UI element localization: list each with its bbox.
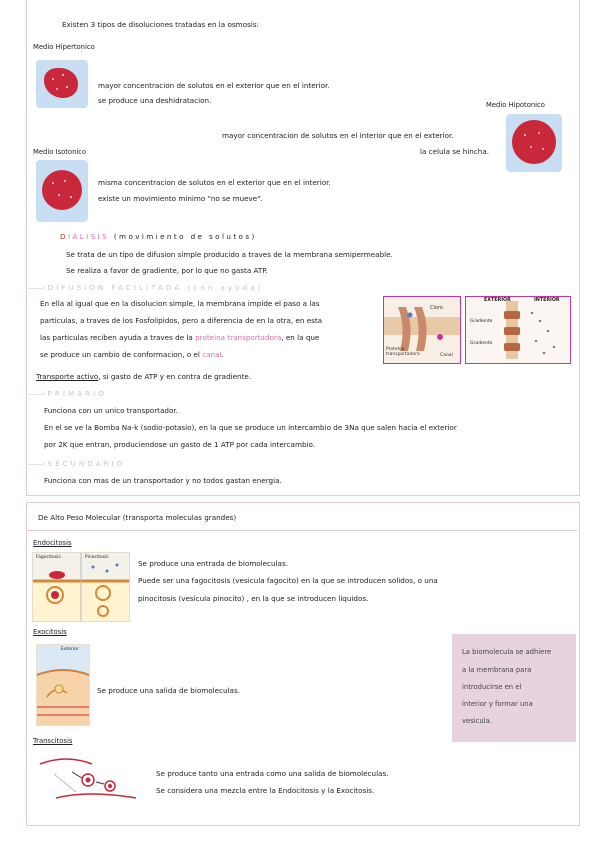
- endocitosis-label-fagocitosis: Fagocitosis: [36, 555, 61, 560]
- fig2-label-gradiente-1: Gradiente: [470, 319, 493, 324]
- primario-line2: En el se ve la Bomba Na-k (sodio-potasio), en la que se produce un intercambio de 3Na que salen hacia el exterior: [44, 423, 457, 432]
- dialisis-line1: Se trata de un tipo de difusion simple producido a traves de la membrana semipermeable.: [66, 250, 393, 259]
- secundario-line1: Funciona con mas de un transportador y no todos gastan energia.: [44, 476, 282, 485]
- transcitosis-line1: Se produce tanto una entrada como una salida de biomoleculas.: [156, 769, 389, 778]
- osmosis-card: [26, 0, 580, 496]
- endocitosis-figure: [32, 552, 130, 622]
- fig2-label-interior: INTERIOR: [534, 298, 560, 303]
- dialisis-line2: Se realiza a favor de gradiente, por lo que no gasta ATP.: [66, 266, 268, 275]
- exocitosis-figure: [36, 644, 90, 726]
- difusion-line4-b: .: [221, 350, 224, 359]
- hipertonico-title: Medio Hipertonico: [33, 43, 95, 51]
- hipertonico-line1: mayor concentracion de solutos en el exterior que en el interior.: [98, 81, 330, 90]
- difusion-line4: [40, 350, 224, 360]
- difusion-line4-a: se produce un cambio de conformacion, o el: [40, 350, 200, 359]
- transporte-activo-rest: , si gasto de ATP y en contra de gradiente.: [98, 372, 252, 381]
- section2-divider: [27, 530, 577, 531]
- endocitosis-line1: Se produce una entrada de biomoleculas.: [138, 559, 288, 568]
- dialisis-title: [60, 232, 257, 242]
- difusion-line3-b: , en la que: [281, 333, 320, 342]
- carrier-protein-figure: [383, 296, 461, 364]
- intro-text: Existen 3 tipos de disoluciones tratadas en la osmosis:: [62, 20, 259, 29]
- fig1-label-proteina: Proteina transportadora: [386, 347, 420, 357]
- note-line-5: vesicula.: [462, 717, 492, 725]
- note-card: [452, 634, 576, 742]
- hipotonico-title: Medio Hipotonico: [486, 101, 545, 109]
- transporte-activo-title: Transporte activo: [36, 372, 99, 381]
- isotonico-line2: existe un movimiento minimo "no se mueve".: [98, 194, 263, 203]
- isotonic-cell-image: [36, 160, 88, 222]
- fig2-label-exterior: EXTERIOR: [484, 298, 511, 303]
- dialisis-title-rest: IALISIS: [67, 232, 110, 241]
- channel-figure: [465, 296, 571, 364]
- endocitosis-label-pinocitosis: Pinocitosis: [85, 555, 109, 560]
- secundario-title: SECUNDARIO: [47, 459, 126, 468]
- channel-diagram: [466, 297, 570, 363]
- transcitosis-figure: [36, 752, 140, 804]
- difusion-facilitada-title: DIFUSION FACILITADA (con ayuda): [47, 283, 264, 292]
- proteina-transportadora-highlight: proteina transportadora: [195, 333, 282, 342]
- endocitosis-line3: pinocitosis (vesicula pinocito) , en la que se introducen liquidos.: [138, 594, 369, 603]
- arrow-icon: ——›: [28, 283, 46, 292]
- transcitosis-title: Transcitosis: [33, 737, 73, 745]
- isotonico-title: Medio Isotonico: [33, 148, 87, 156]
- primario-line1: Funciona con un unico transportador.: [44, 406, 178, 415]
- exocitosis-diagram: [37, 645, 89, 725]
- fig2-label-gradiente-2: Gradiente: [470, 341, 493, 346]
- hipotonico-line2: la celula se hincha.: [420, 147, 490, 156]
- transporte-activo-line: [36, 372, 251, 382]
- note-line-3: introducirse en el: [462, 683, 522, 691]
- primario-title: PRIMARIO: [47, 389, 107, 398]
- dialisis-subtitle: (movimiento de solutos): [113, 232, 257, 241]
- arrow-icon: ——›: [28, 389, 46, 398]
- endocitosis-line2: Puede ser una fagocitosis (vesicula fagocito) en la que se introducen solidos, o una: [138, 576, 438, 585]
- fig1-label-canal: Canal: [440, 353, 453, 358]
- difusion-line3-a: las particulas reciben ayuda a traves de la: [40, 333, 193, 342]
- exocitosis-label-exterior: Exterior: [61, 647, 79, 652]
- difusion-facilitada-heading: [28, 283, 263, 293]
- difusion-line1: En ella al igual que en la disolucion simple, la membrana impide el paso a las: [40, 299, 320, 308]
- isotonico-line1: misma concentracion de solutos en el exterior que en el interior.: [98, 178, 331, 187]
- fig1-label-cloro: Cloro: [430, 305, 443, 311]
- difusion-line2: particulas, a traves de los Fosfolipidos, pero a diferencia de en la otra, en esta: [40, 316, 323, 325]
- section2-heading: De Alto Peso Molecular (transporta moleculas grandes): [38, 513, 237, 522]
- hipertonico-line2: se produce una deshidratacion.: [98, 96, 212, 105]
- difusion-line3: [40, 333, 319, 343]
- canal-highlight: canal: [202, 350, 222, 359]
- primario-heading: [28, 389, 107, 399]
- transcitosis-line2: Se considera una mezcla entre la Endocitosis y la Exocitosis.: [156, 786, 375, 795]
- primario-line3: por 2K que entran, produciendose un gasto de 1 ATP por cada intercambio.: [44, 440, 316, 449]
- hipertonic-cell-image: [36, 60, 88, 108]
- endocitosis-title: Endocitosis: [33, 539, 72, 547]
- exocitosis-title: Exocitosis: [33, 628, 67, 636]
- dialisis-title-initial: D: [60, 232, 68, 241]
- secundario-heading: [28, 459, 125, 469]
- hipotonic-cell-image: [506, 114, 562, 172]
- hipotonico-line1: mayor concentracion de solutos en el interior que en el exterior.: [222, 131, 454, 140]
- exocitosis-line1: Se produce una salida de biomoleculas.: [97, 686, 240, 695]
- note-line-2: a la membrana para: [462, 666, 532, 674]
- transcitosis-diagram: [36, 752, 140, 804]
- endocitosis-diagram: [33, 553, 129, 621]
- arrow-icon: ——›: [28, 459, 46, 468]
- note-line-1: La biomolecula se adhiere: [462, 648, 552, 656]
- note-line-4: interior y formar una: [462, 700, 533, 708]
